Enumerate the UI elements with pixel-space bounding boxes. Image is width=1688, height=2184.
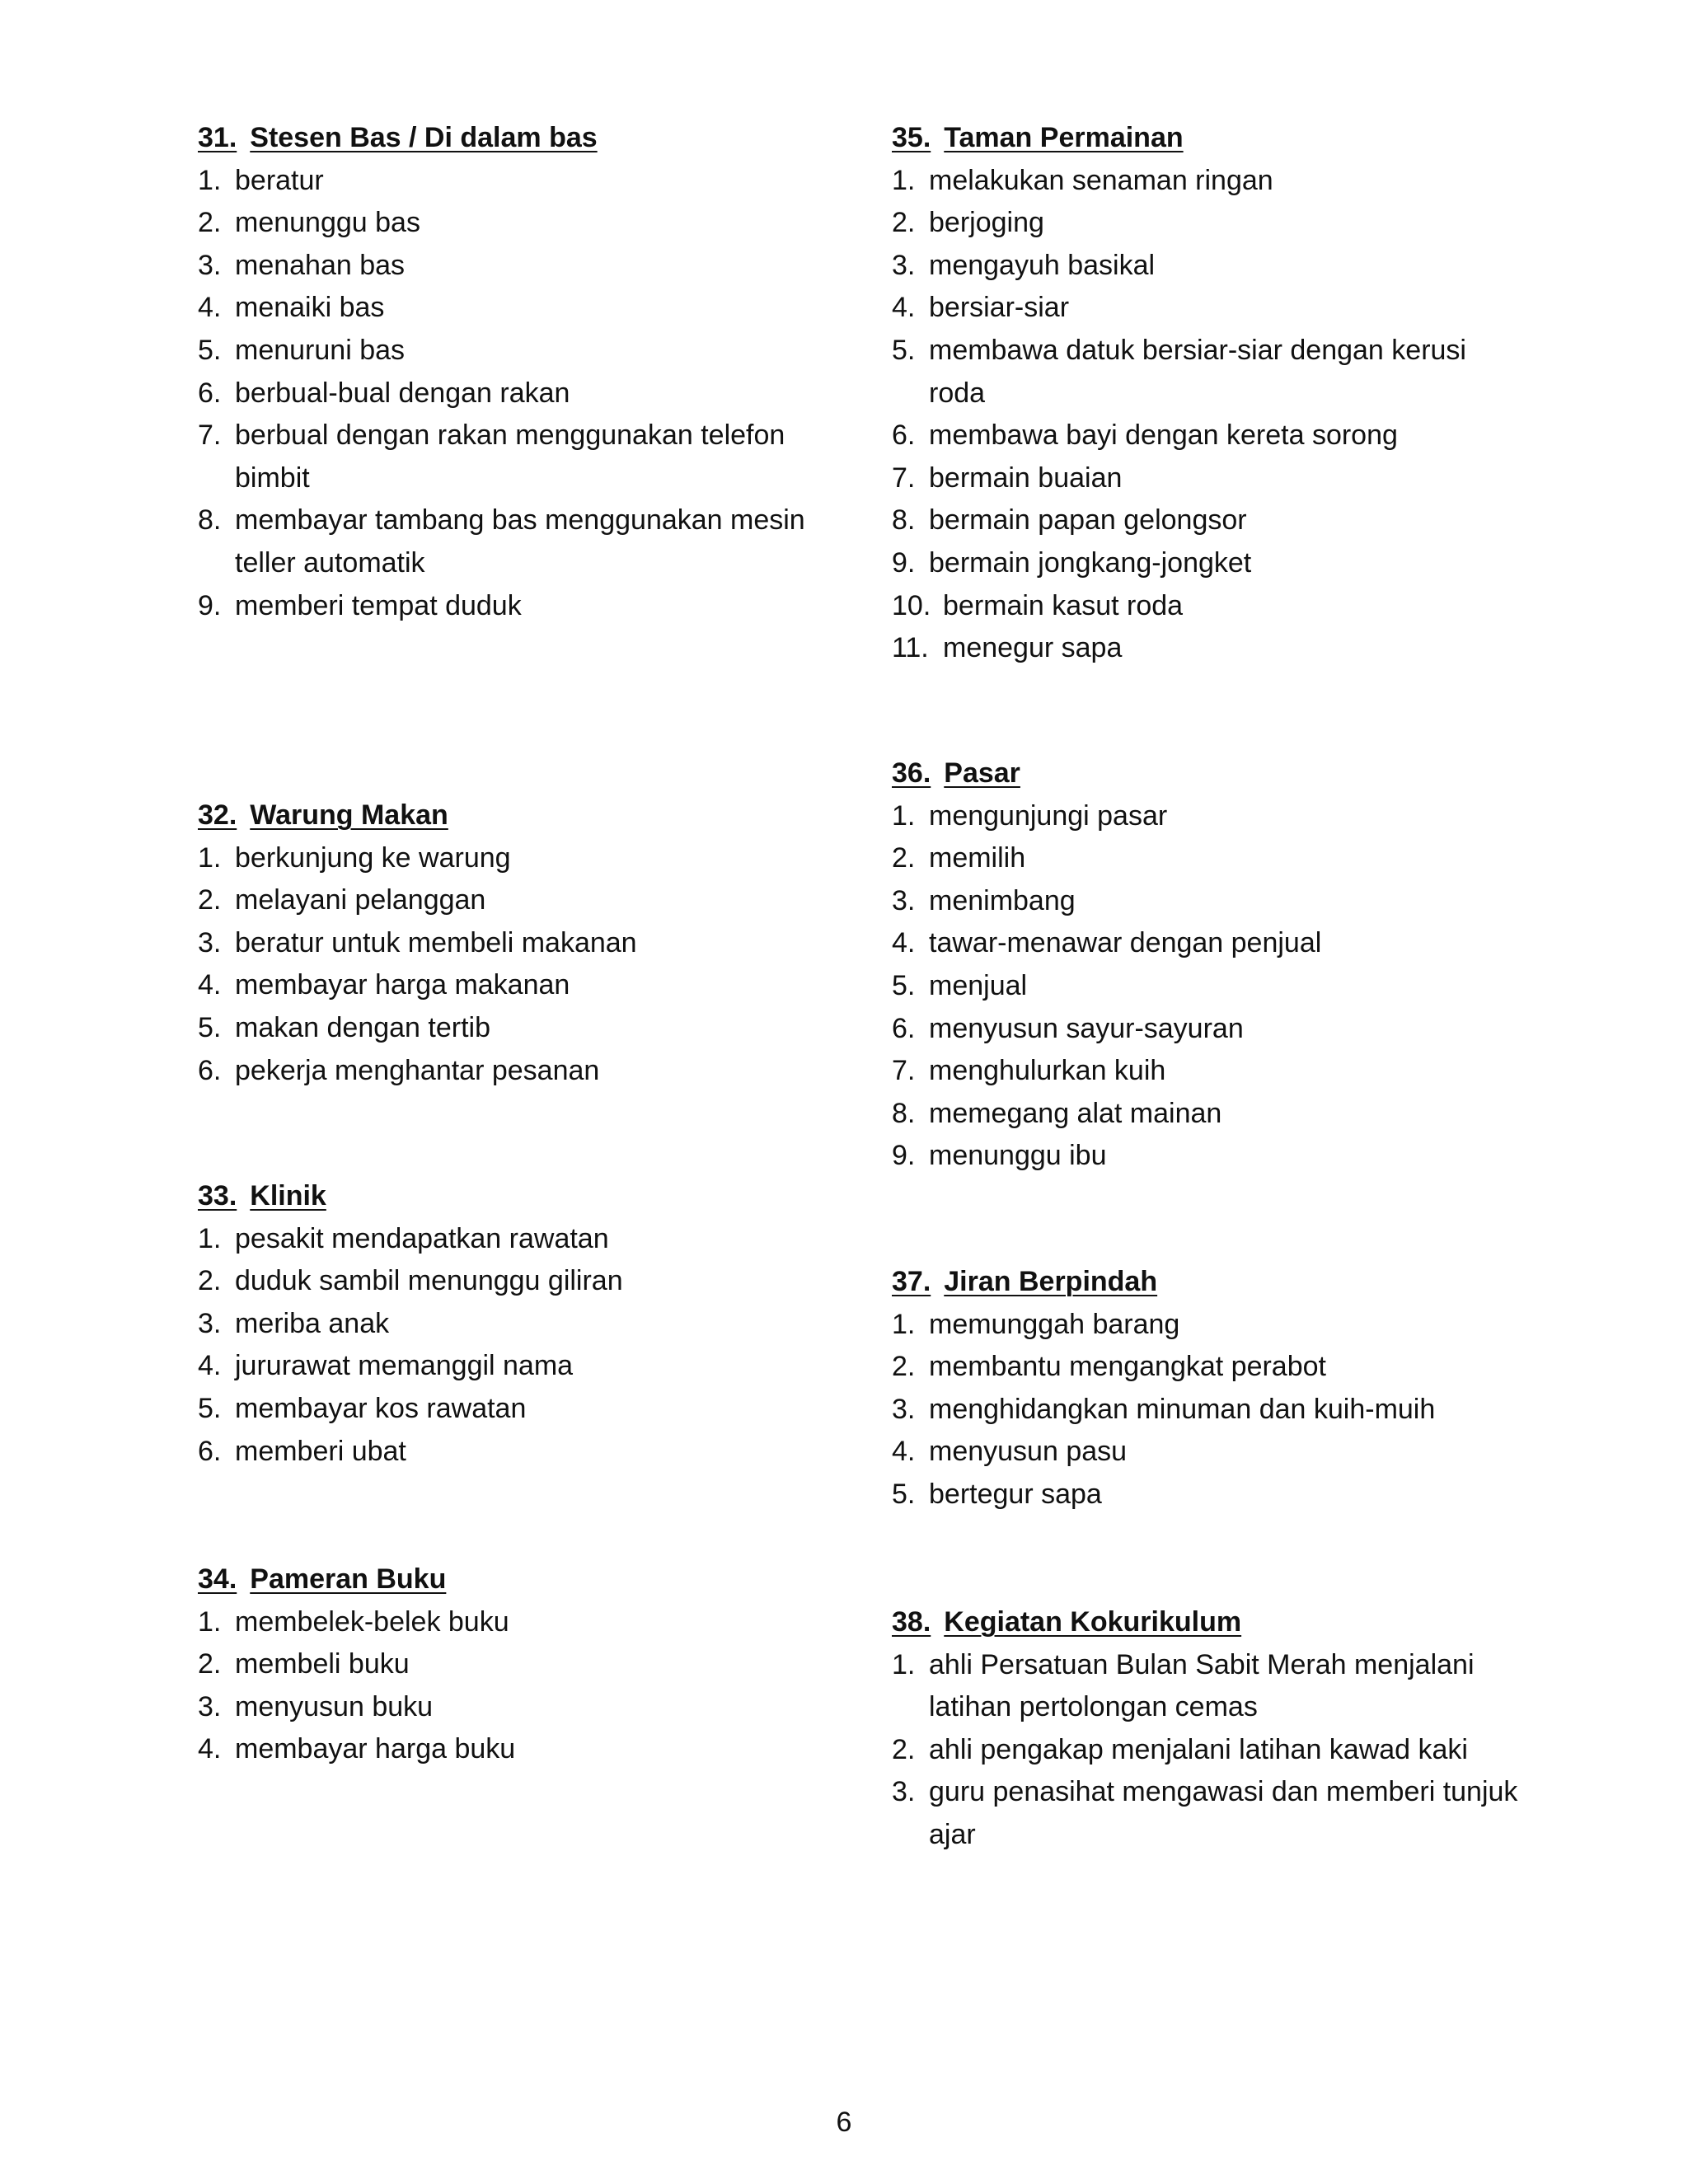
list-item: 2. membantu mengangkat perabot bbox=[892, 1351, 1326, 1383]
section-title: 35. Taman Permainan bbox=[892, 122, 1184, 153]
section-31 bbox=[198, 117, 824, 627]
list-item: 7. bermain buaian bbox=[892, 462, 1123, 494]
list-item: 1. ahli Persatuan Bulan Sabit Merah menjalani latihan pertolongan cemas bbox=[892, 1648, 1475, 1723]
section-title: 33. Klinik bbox=[198, 1180, 326, 1212]
list-item: 6. menyusun sayur-sayuran bbox=[892, 1012, 1244, 1044]
list-item: 1. berkunjung ke warung bbox=[198, 841, 511, 874]
section-35 bbox=[892, 117, 1518, 670]
section-title: 31. Stesen Bas / Di dalam bas bbox=[198, 122, 598, 153]
list-item: 5. bertegur sapa bbox=[892, 1478, 1102, 1510]
section-title: 37. Jiran Berpindah bbox=[892, 1266, 1158, 1297]
section-title: 34. Pameran Buku bbox=[198, 1563, 447, 1595]
list-item: 5. membayar kos rawatan bbox=[198, 1392, 527, 1424]
list-item: 1. membelek-belek buku bbox=[198, 1605, 509, 1638]
list-item: 3. meriba anak bbox=[198, 1307, 390, 1339]
list-item: 1. beratur bbox=[198, 164, 324, 196]
list-item: 2. melayani pelanggan bbox=[198, 884, 486, 916]
list-item: 4. menyusun pasu bbox=[892, 1436, 1128, 1468]
list-item: 3. menahan bas bbox=[198, 249, 406, 281]
list-item: 9. memberi tempat duduk bbox=[198, 589, 522, 621]
list-item: 5. menjual bbox=[892, 969, 1028, 1001]
list-item: 2. ahli pengakap menjalani latihan kawad kaki bbox=[892, 1733, 1468, 1765]
section-38 bbox=[892, 1601, 1518, 1857]
section-title: 32. Warung Makan bbox=[198, 799, 448, 831]
list-item: 3. menimbang bbox=[892, 884, 1076, 916]
list-item: 2. menunggu bas bbox=[198, 207, 420, 239]
list-item: 6. memberi ubat bbox=[198, 1435, 406, 1467]
list-item: 2. duduk sambil menunggu giliran bbox=[198, 1265, 623, 1297]
list-item: 6. membawa bayi dengan kereta sorong bbox=[892, 419, 1398, 452]
list-item: 2. berjoging bbox=[892, 207, 1044, 239]
list-item: 4. membayar harga makanan bbox=[198, 969, 570, 1001]
list-item: 3. menghidangkan minuman dan kuih-muih bbox=[892, 1393, 1436, 1425]
list-item: 1. pesakit mendapatkan rawatan bbox=[198, 1222, 609, 1254]
list-item: 2. membeli buku bbox=[198, 1648, 410, 1680]
list-item: 4. menaiki bas bbox=[198, 292, 385, 324]
list-item: 3. menyusun buku bbox=[198, 1690, 434, 1722]
section-36 bbox=[892, 752, 1518, 1178]
list-item: 3. mengayuh basikal bbox=[892, 249, 1156, 281]
list-item: 7. berbual dengan rakan menggunakan telefon bimbit bbox=[198, 419, 785, 494]
list-item: 4. bersiar-siar bbox=[892, 292, 1070, 324]
list-item: 4. membayar harga buku bbox=[198, 1733, 516, 1765]
list-item: 8. memegang alat mainan bbox=[892, 1097, 1222, 1129]
section-title: 38. Kegiatan Kokurikulum bbox=[892, 1606, 1242, 1638]
section-34 bbox=[198, 1558, 824, 1771]
list-item: 8. bermain papan gelongsor bbox=[892, 504, 1247, 537]
list-item: 5. membawa datuk bersiar-siar dengan kerusi roda bbox=[892, 334, 1466, 409]
list-item: 6. pekerja menghantar pesanan bbox=[198, 1054, 600, 1086]
section-32 bbox=[198, 794, 824, 1092]
list-item: 8. membayar tambang bas menggunakan mesin teller automatik bbox=[198, 504, 805, 579]
list-item: 3. beratur untuk membeli makanan bbox=[198, 926, 637, 958]
section-33 bbox=[198, 1175, 824, 1473]
list-item: 2. memilih bbox=[892, 842, 1026, 874]
page-number: 6 bbox=[836, 2107, 852, 2138]
list-item: 6. berbual-bual dengan rakan bbox=[198, 377, 570, 409]
list-item: 1. mengunjungi pasar bbox=[892, 799, 1168, 832]
list-item: 1. memunggah barang bbox=[892, 1308, 1180, 1340]
list-item: 9. bermain jongkang-jongket bbox=[892, 546, 1252, 579]
list-item: 11. menegur sapa bbox=[892, 632, 1123, 664]
list-item: 4. jururawat memanggil nama bbox=[198, 1350, 574, 1382]
list-item: 4. tawar-menawar dengan penjual bbox=[892, 927, 1322, 959]
list-item: 7. menghulurkan kuih bbox=[892, 1055, 1166, 1087]
section-37 bbox=[892, 1261, 1518, 1516]
section-title: 36. Pasar bbox=[892, 757, 1020, 789]
list-item: 5. makan dengan tertib bbox=[198, 1011, 490, 1043]
list-item: 3. guru penasihat mengawasi dan memberi tunjuk ajar bbox=[892, 1776, 1518, 1850]
list-item: 5. menuruni bas bbox=[198, 334, 406, 366]
list-item: 1. melakukan senaman ringan bbox=[892, 164, 1273, 196]
list-item: 10. bermain kasut roda bbox=[892, 589, 1184, 621]
list-item: 9. menunggu ibu bbox=[892, 1140, 1107, 1172]
